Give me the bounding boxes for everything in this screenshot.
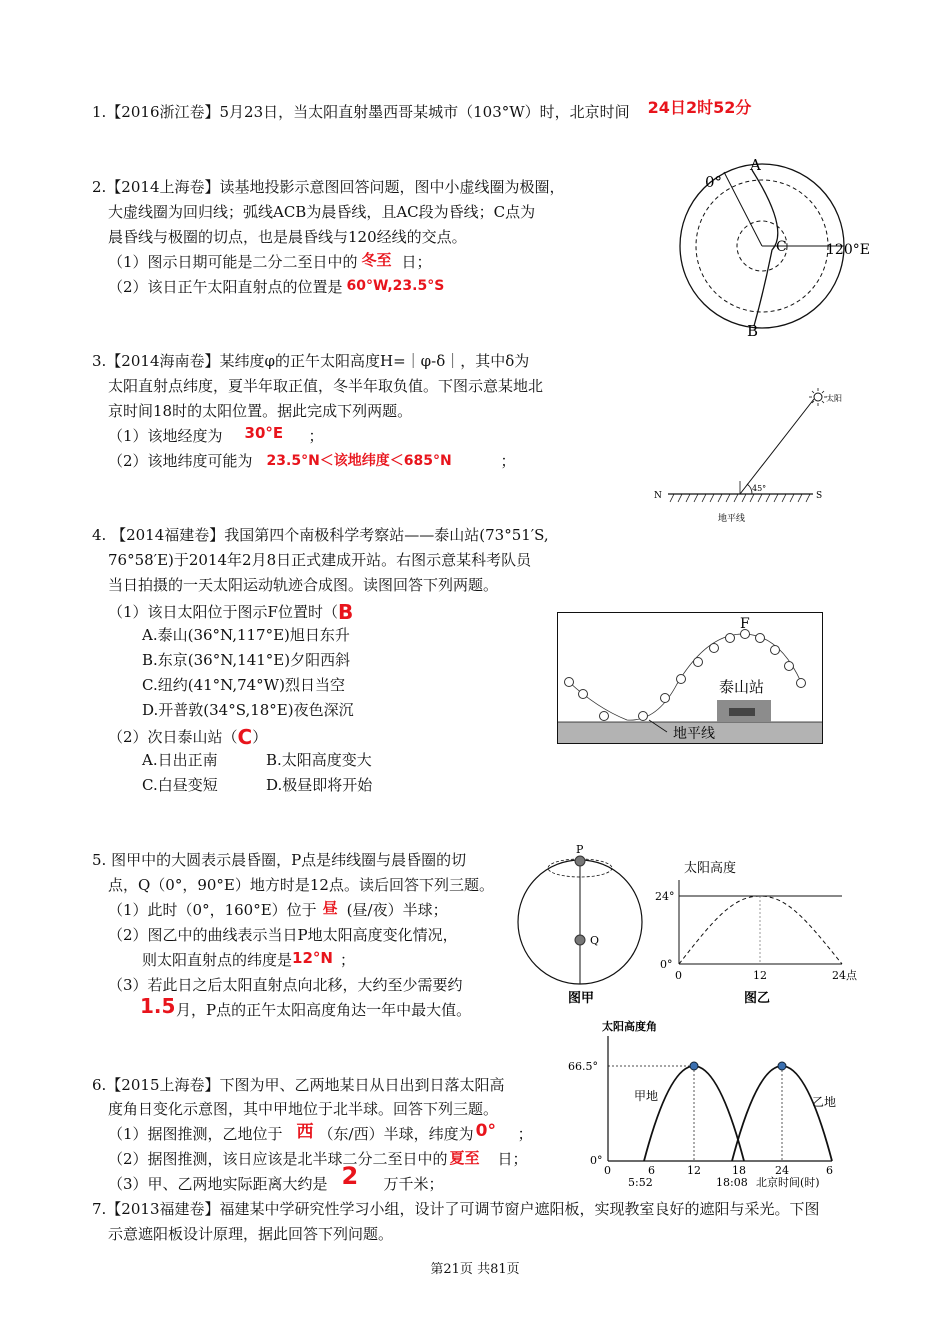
q5-sub2-answer: 12°N — [292, 949, 333, 967]
label-b: B — [747, 322, 759, 340]
chart-title: 太阳高度 — [684, 861, 737, 876]
q5-sub1-answer: 昼 — [322, 899, 338, 917]
q2-sub2 — [108, 277, 443, 297]
caption-jia: 图甲 — [568, 991, 595, 1006]
q4-opt-d: D.开普敦(34°S,18°E)夜色深沉 — [142, 701, 354, 719]
point-p — [575, 856, 585, 866]
q2-line1: 2.【2014上海卷】读基地投影示意图回答问题，图中小虚线圈为极圈， — [92, 178, 565, 196]
tick-y-0: 0° — [590, 1154, 603, 1167]
tick-x-12: 12 — [687, 1164, 701, 1177]
label-0-deg: 0° — [705, 173, 723, 191]
q3-line2: 太阳直射点纬度，夏半年取正值，冬半年取负值。下图示意某地北 — [108, 377, 544, 395]
q6-sub1-answer2: 0° — [475, 1121, 496, 1141]
q6-sub3-blank — [328, 1162, 384, 1194]
tick-y-665: 66.5° — [568, 1060, 598, 1073]
q5-sub3-end: 月，P点的正午太阳高度角达一年中最大值。 — [176, 1001, 472, 1019]
q3-sub2-blank — [253, 451, 501, 471]
q6-sub1-end: ； — [517, 1125, 533, 1143]
angle-label: 45° — [752, 484, 767, 493]
q5-sub2-stem: 则太阳直射点的纬度是 — [142, 951, 293, 969]
q2-sub1 — [108, 252, 432, 272]
q3-sub1 — [108, 426, 324, 446]
chart-title: 太阳高度角 — [602, 1020, 657, 1033]
page-footer: 第21页 共81页 — [430, 1262, 520, 1277]
q3-sub2-answer: 23.5°N＜该地纬度＜685°N — [266, 453, 452, 469]
label-p: P — [576, 843, 584, 856]
q4-sub2-stem: （2）次日泰山站（ — [108, 728, 238, 746]
q6-sub1 — [108, 1121, 533, 1144]
q5-line1: 5. 图甲中的大圆表示晨昏圈，P点是纬线圈与晨昏圈的切 — [92, 851, 467, 869]
label-q: Q — [590, 934, 600, 947]
q4-sub1-stem: （1）该日太阳位于图示F位置时（ — [108, 603, 338, 621]
q4-opt2-a: A.日出正南 — [142, 751, 218, 769]
q5-sub3-blank — [140, 994, 176, 1020]
q6-sub1-blank2 — [474, 1121, 518, 1144]
q4-sub1 — [108, 600, 353, 622]
point-q — [575, 935, 585, 945]
q4-line1: 4. 【2014福建卷】我国第四个南极科学考察站——泰山站(73°51′S, — [92, 526, 549, 544]
q2-sub2-blank — [343, 277, 443, 297]
tick-x-12: 12 — [753, 969, 767, 982]
tick-x-24: 24 — [775, 1164, 789, 1177]
q6-sub1-middle: （东/西）半球，纬度为 — [318, 1125, 474, 1143]
sun-icon — [809, 388, 827, 406]
q6-sub2 — [108, 1149, 528, 1169]
q3-sun-position-figure — [648, 385, 842, 530]
label-1808: 18:08 — [716, 1176, 748, 1189]
q6-altitude-figure — [562, 1016, 862, 1189]
q6-sub1-stem: （1）据图推测，乙地位于 — [108, 1125, 283, 1143]
label-yi: 乙地 — [812, 1095, 837, 1109]
q5-sub3-line2 — [140, 994, 472, 1020]
tick-x-6b: 6 — [826, 1164, 833, 1177]
terminator-arc-acb — [752, 170, 778, 326]
sun-label: 太阳 — [826, 394, 842, 403]
caption-yi: 图乙 — [744, 991, 771, 1006]
horizon-label: 地平线 — [718, 514, 746, 524]
q2-sub2-answer: 60°W,23.5°S — [346, 278, 445, 294]
q5-sub2-end: ； — [340, 951, 356, 969]
q3-sub2 — [108, 451, 516, 471]
q2-sub1-stem: （1）图示日期可能是二分二至日中的 — [108, 253, 358, 271]
label-jia: 甲地 — [634, 1089, 659, 1103]
q5-figure-yi — [652, 852, 872, 1008]
label-horizon: 地平线 — [673, 726, 715, 742]
q4-opt-a: A.泰山(36°N,117°E)旭日东升 — [142, 626, 350, 644]
label-c: C — [776, 239, 787, 255]
peak-jia — [690, 1062, 698, 1070]
q1-stem: 1.【2016浙江卷】5月23日，当太阳直射墨西哥某城市（103°W）时，北京时间 — [92, 103, 630, 121]
label-120e: 120°E — [826, 242, 870, 258]
altitude-curve — [679, 896, 842, 964]
q5-sub3-line1: （3）若此日之后太阳直射点向北移，大约至少需要约 — [108, 976, 463, 994]
q2-line2: 大虚线圈为回归线；弧线ACB为晨昏线，且AC段为昏线；C点为 — [108, 203, 536, 221]
q1-answer: 24日2时52分 — [647, 98, 752, 117]
q4-line3: 当日拍摄的一天太阳运动轨迹合成图。读图回答下列两题。 — [108, 576, 499, 594]
q3-line3: 京时间18时的太阳位置。据此完成下列两题。 — [108, 402, 413, 420]
q4-sun-track-figure — [557, 612, 823, 744]
q5-sub1-end: (昼/夜）半球； — [346, 901, 448, 919]
label-station: 泰山站 — [719, 678, 765, 696]
label-552: 5:52 — [628, 1176, 653, 1189]
q5-sub1-blank — [317, 900, 347, 920]
q1-blank — [630, 98, 752, 122]
q2-sub1-end: 日； — [401, 253, 432, 271]
q3-sub2-end: ； — [500, 452, 516, 470]
meridian-0 — [724, 172, 762, 246]
horizon-hatching — [670, 494, 810, 502]
q6-sub2-blank — [448, 1149, 498, 1169]
q5-sub2-line2 — [142, 950, 355, 970]
q3-sub1-stem: （1）该地经度为 — [108, 427, 223, 445]
q2-line3: 晨昏线与极圈的切点，也是晨昏线与120经线的交点。 — [108, 228, 467, 246]
label-a: A — [750, 156, 761, 174]
q6-sub3-answer: 2 — [341, 1162, 359, 1190]
tick-y-0: 0° — [660, 958, 673, 971]
q6-line2: 度角日变化示意图，其中甲地位于北半球。回答下列三题。 — [108, 1100, 499, 1118]
q4-line2: 76°58′E)于2014年2月8日正式建成开站。右图示意某科考队员 — [108, 551, 532, 569]
q5-sub1-stem: （1）此时（0°，160°E）位于 — [108, 901, 317, 919]
sun-ray — [740, 399, 814, 494]
q4-opt2-d: D.极昼即将开始 — [266, 776, 373, 794]
q4-opt-b: B.东京(36°N,141°E)夕阳西斜 — [142, 651, 351, 669]
q6-sub3-end: 万千米； — [383, 1175, 444, 1193]
tick-x-0: 0 — [675, 969, 682, 982]
q5-sub2-blank — [292, 950, 340, 970]
tick-x-18: 18 — [732, 1164, 746, 1177]
q4-opt-c: C.纽约(41°N,74°W)烈日当空 — [142, 676, 345, 694]
tick-y-24: 24° — [655, 890, 675, 903]
south-label: S — [816, 491, 823, 501]
q6-sub1-blank1 — [283, 1124, 319, 1144]
q4-sub1-answer: B — [337, 600, 354, 624]
q2-sub1-blank — [358, 252, 402, 272]
q5-sub3-answer: 1.5 — [140, 994, 176, 1018]
q6-sub3 — [108, 1162, 444, 1194]
q3-line1: 3.【2014海南卷】某纬度φ的正午太阳高度H=｜φ-δ｜，其中δ为 — [92, 352, 530, 370]
x-axis-label: 北京时间(时) — [756, 1176, 820, 1189]
q4-opt2-b: B.太阳高度变大 — [266, 751, 372, 769]
q4-sub2-answer: C — [237, 725, 253, 749]
q2-polar-figure — [668, 150, 868, 340]
q5-sub2-line1: （2）图乙中的曲线表示当日P地太阳高度变化情况， — [108, 926, 458, 944]
q3-sub1-end: ； — [308, 427, 324, 445]
q3-sub2-stem: （2）该地纬度可能为 — [108, 452, 253, 470]
north-label: N — [654, 491, 662, 501]
q4-sub2-close: ） — [252, 728, 268, 746]
peak-yi — [778, 1062, 786, 1070]
tick-x-0: 0 — [604, 1164, 611, 1177]
q5-figure-jia — [516, 840, 644, 1008]
q4-sub2 — [108, 725, 267, 747]
q3-sub1-blank — [223, 426, 309, 446]
q6-sub2-answer: 夏至 — [449, 1149, 480, 1167]
q7-line2: 示意遮阳板设计原理，据此回答下列问题。 — [108, 1225, 394, 1243]
q6-sub1-answer1: 西 — [296, 1122, 314, 1142]
q4-opt2-c: C.白昼变短 — [142, 776, 218, 794]
q1-text — [92, 98, 752, 122]
q6-sub2-end: 日； — [497, 1150, 528, 1168]
q5-line2: 点，Q（0°，90°E）地方时是12点。读后回答下列三题。 — [108, 876, 494, 894]
q6-line1: 6.【2015上海卷】下图为甲、乙两地某日从日出到日落太阳高 — [92, 1076, 505, 1094]
label-f: F — [740, 616, 750, 632]
station-building — [729, 708, 755, 716]
tick-x-24: 24点 — [832, 969, 857, 982]
q2-sub1-answer: 冬至 — [361, 251, 392, 269]
tick-x-6: 6 — [648, 1164, 655, 1177]
q6-sub2-stem: （2）据图推测，该日应该是北半球二分二至日中的 — [108, 1150, 448, 1168]
q3-sub1-answer: 30°E — [244, 424, 284, 442]
q6-sub3-stem: （3）甲、乙两地实际距离大约是 — [108, 1175, 328, 1193]
q7-line1: 7.【2013福建卷】福建某中学研究性学习小组，设计了可调节窗户遮阳板，实现教室良好的遮阳与采光。下图 — [92, 1200, 820, 1218]
q5-sub1 — [108, 900, 448, 920]
q2-sub2-stem: （2）该日正午太阳直射点的位置是 — [108, 278, 343, 296]
